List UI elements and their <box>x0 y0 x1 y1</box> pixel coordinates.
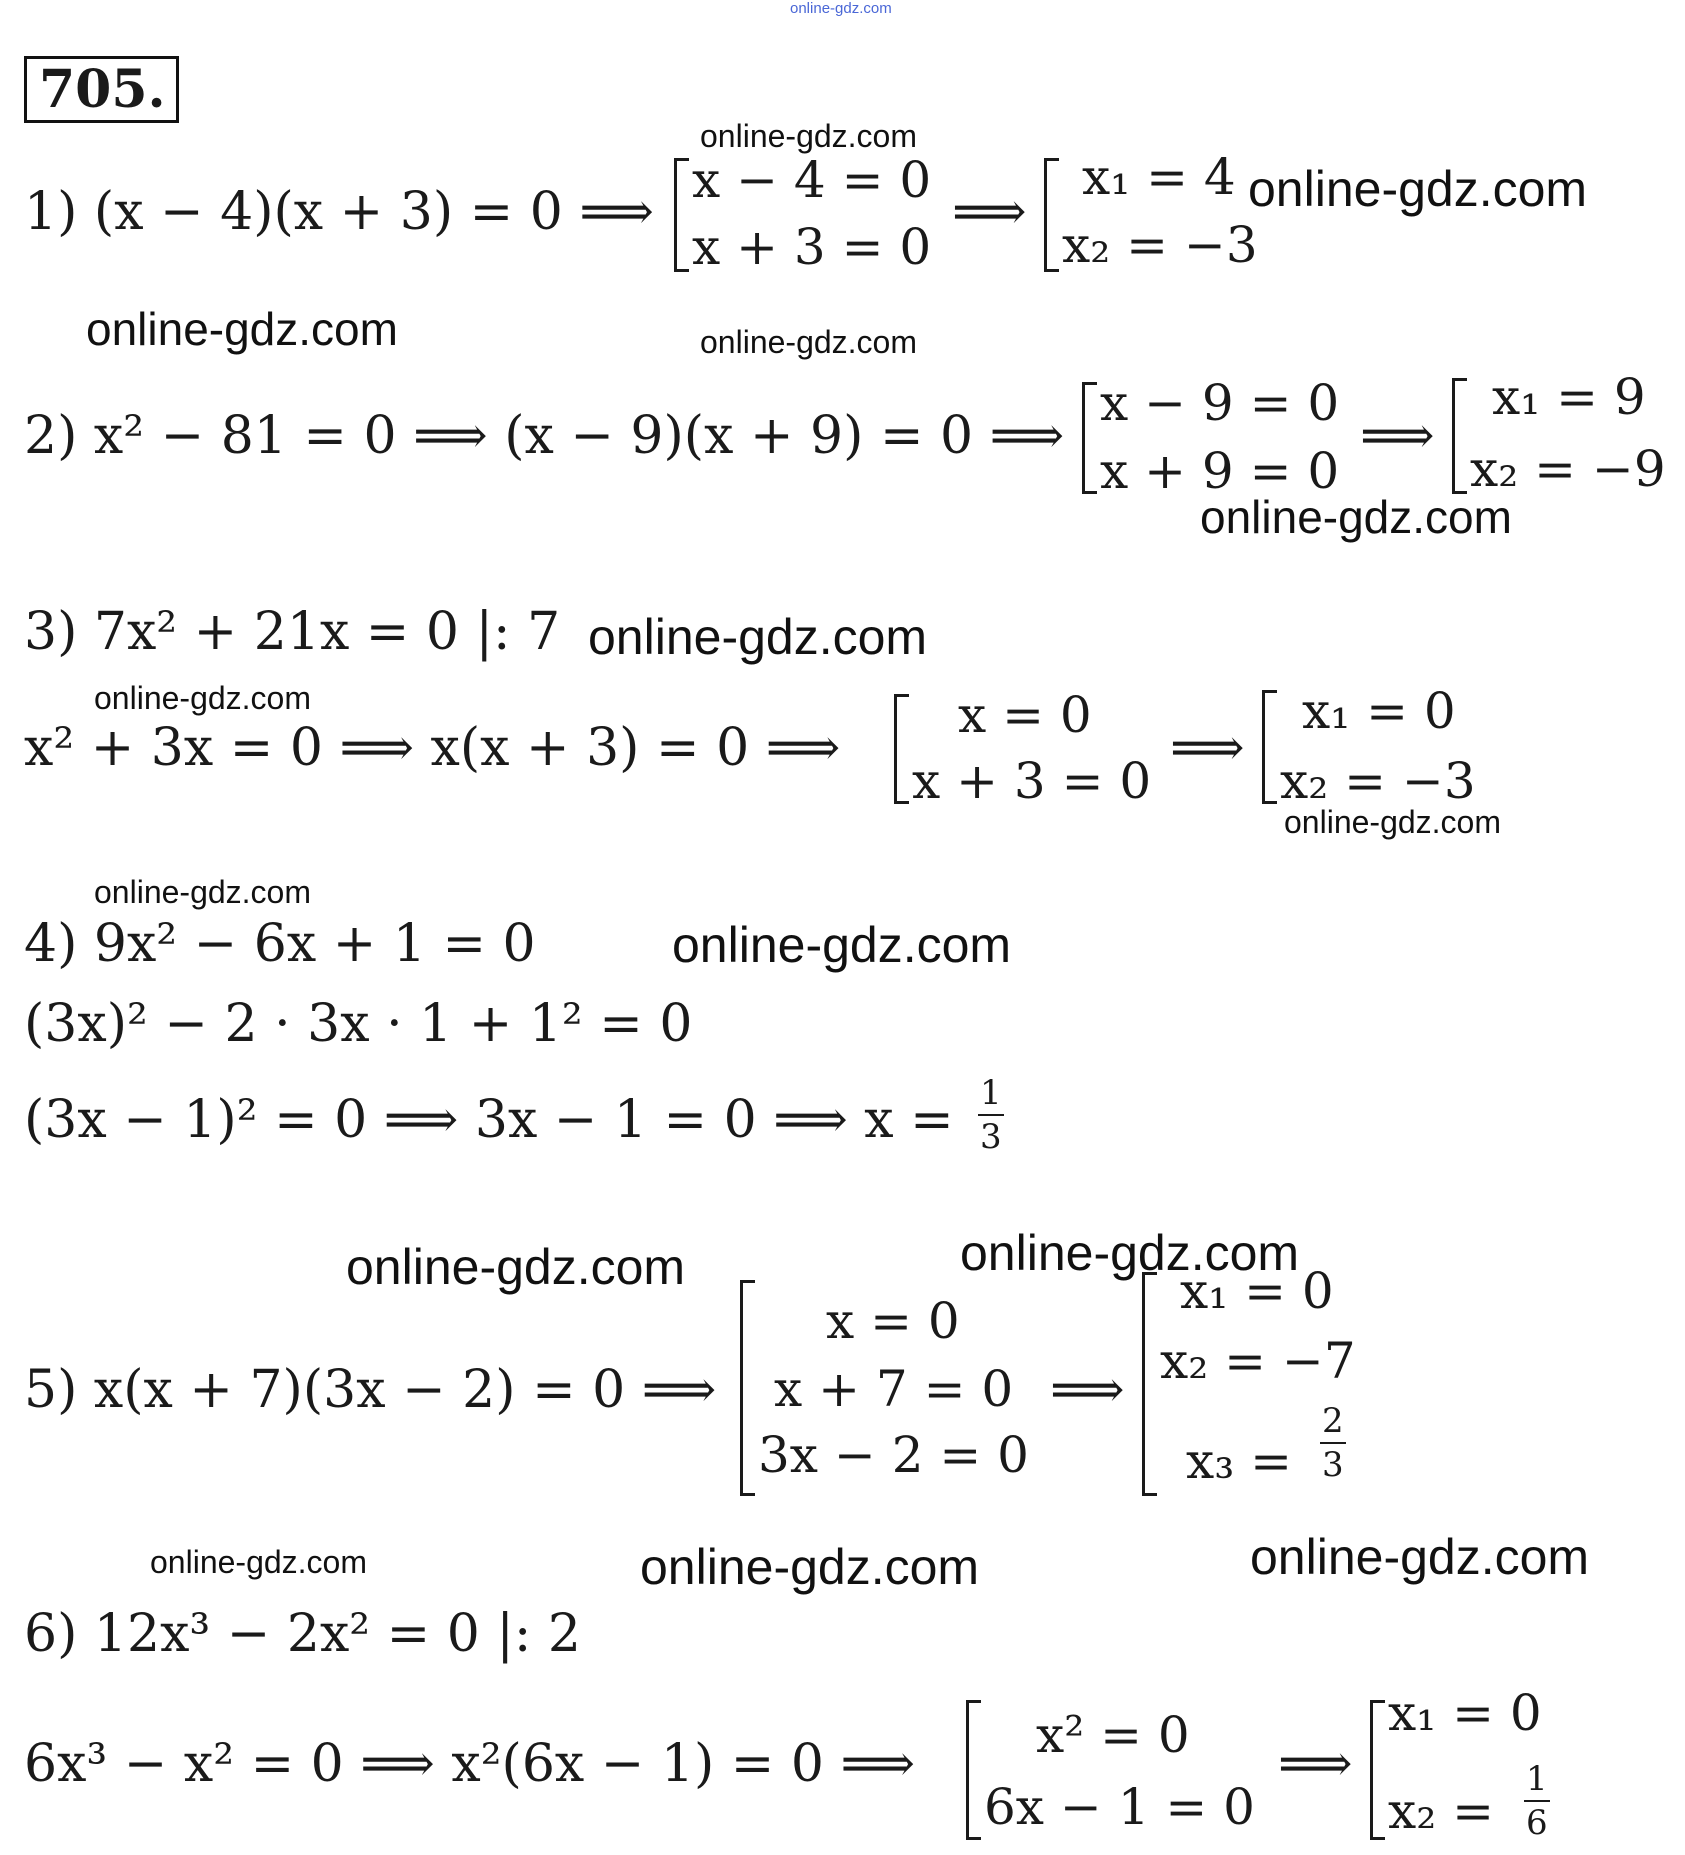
p6-fraction-denominator: 6 <box>1526 1803 1548 1843</box>
p2-sys-row: x − 9 = 0 <box>1100 374 1340 432</box>
fraction-bar <box>978 1114 1004 1116</box>
watermark: online-gdz.com <box>1284 804 1501 840</box>
fraction-bar <box>1524 1800 1550 1802</box>
p2-result-bracket <box>1452 378 1467 494</box>
p3-result-row: x₁ = 0 <box>1302 682 1456 740</box>
p2-arrow: ⟹ <box>1360 406 1435 466</box>
p6-result-row: x₂ = <box>1388 1782 1495 1840</box>
p6-sys-row: x² = 0 <box>1036 1706 1190 1764</box>
p3-sys-row: x = 0 <box>958 686 1092 744</box>
p3-factored: x² + 3x = 0 ⟹ x(x + 3) = 0 ⟹ <box>24 718 841 778</box>
p1-arrow: ⟹ <box>952 182 1027 242</box>
p1-result-row: x₁ = 4 <box>1082 148 1236 206</box>
p5-result-row: x₃ = <box>1186 1432 1293 1490</box>
watermark: online-gdz.com <box>588 609 928 665</box>
p5-result-row: x₁ = 0 <box>1180 1262 1334 1320</box>
watermark: online-gdz.com <box>1248 161 1588 217</box>
watermark: online-gdz.com <box>94 680 311 716</box>
problem-number: 705. <box>24 56 179 123</box>
p6-bracket <box>966 1700 981 1840</box>
watermark: online-gdz.com <box>150 1544 367 1580</box>
p5-sys-row: 3x − 2 = 0 <box>758 1426 1029 1484</box>
watermark: online-gdz.com <box>1200 491 1512 543</box>
p6-sys-row: 6x − 1 = 0 <box>984 1778 1255 1836</box>
watermark: online-gdz.com <box>700 324 917 360</box>
p1-result-bracket <box>1044 158 1059 272</box>
p4-equation: 4) 9x² − 6x + 1 = 0 <box>24 914 536 974</box>
p6-result-bracket <box>1370 1700 1385 1840</box>
top-watermark: online-gdz.com <box>790 0 892 17</box>
p3-sys-row: x + 3 = 0 <box>912 752 1152 810</box>
p3-result-row: x₂ = −3 <box>1280 752 1476 810</box>
p6-fraction <box>1524 1759 1550 1843</box>
p4-fraction-denominator: 3 <box>980 1117 1002 1157</box>
p1-equation: 1) (x − 4)(x + 3) = 0 ⟹ <box>24 182 654 242</box>
p5-result-bracket <box>1142 1272 1157 1496</box>
p6-factored: 6x³ − x² = 0 ⟹ x²(6x − 1) = 0 ⟹ <box>24 1734 916 1794</box>
p6-equation: 6) 12x³ − 2x² = 0 |: 2 <box>24 1604 582 1664</box>
watermark: online-gdz.com <box>960 1225 1300 1281</box>
p6-arrow: ⟹ <box>1278 1734 1353 1794</box>
p6-fraction-numerator: 1 <box>1526 1759 1548 1799</box>
p5-fraction-denominator: 3 <box>1322 1445 1344 1485</box>
p3-arrow: ⟹ <box>1170 718 1245 778</box>
p5-fraction <box>1320 1401 1346 1485</box>
p2-result-row: x₁ = 9 <box>1492 368 1646 426</box>
p4-solution: (3x − 1)² = 0 ⟹ 3x − 1 = 0 ⟹ x = <box>24 1090 954 1150</box>
watermark: online-gdz.com <box>346 1239 686 1295</box>
watermark: online-gdz.com <box>86 303 398 355</box>
watermark: online-gdz.com <box>94 874 311 910</box>
p6-result-row: x₁ = 0 <box>1388 1684 1542 1742</box>
p3-equation: 3) 7x² + 21x = 0 |: 7 <box>24 602 561 662</box>
p2-result-row: x₂ = −9 <box>1470 440 1666 498</box>
p4-fraction-numerator: 1 <box>980 1073 1002 1113</box>
p5-fraction-numerator: 2 <box>1322 1401 1344 1441</box>
watermark: online-gdz.com <box>700 118 917 154</box>
p1-sys-row: x + 3 = 0 <box>692 218 932 276</box>
fraction-bar <box>1320 1442 1346 1444</box>
p5-sys-row: x = 0 <box>826 1292 960 1350</box>
p4-fraction <box>978 1073 1004 1157</box>
p5-bracket <box>740 1280 755 1496</box>
p5-sys-row: x + 7 = 0 <box>774 1360 1014 1418</box>
p1-result-row: x₂ = −3 <box>1062 216 1258 274</box>
p3-bracket <box>894 694 909 804</box>
p2-equation: 2) x² − 81 = 0 ⟹ (x − 9)(x + 9) = 0 ⟹ <box>24 406 1065 466</box>
watermark: online-gdz.com <box>640 1539 980 1595</box>
p1-sys-row: x − 4 = 0 <box>692 151 932 209</box>
p2-bracket <box>1082 382 1097 494</box>
watermark: online-gdz.com <box>672 917 1012 973</box>
p5-arrow: ⟹ <box>1050 1360 1125 1420</box>
p4-square: (3x)² − 2 · 3x · 1 + 1² = 0 <box>24 994 693 1054</box>
watermark: online-gdz.com <box>1250 1529 1590 1585</box>
p5-equation: 5) x(x + 7)(3x − 2) = 0 ⟹ <box>24 1360 717 1420</box>
p3-result-bracket <box>1262 690 1277 804</box>
p5-result-row: x₂ = −7 <box>1160 1332 1356 1390</box>
p2-sys-row: x + 9 = 0 <box>1100 442 1340 500</box>
p1-bracket <box>674 158 689 272</box>
